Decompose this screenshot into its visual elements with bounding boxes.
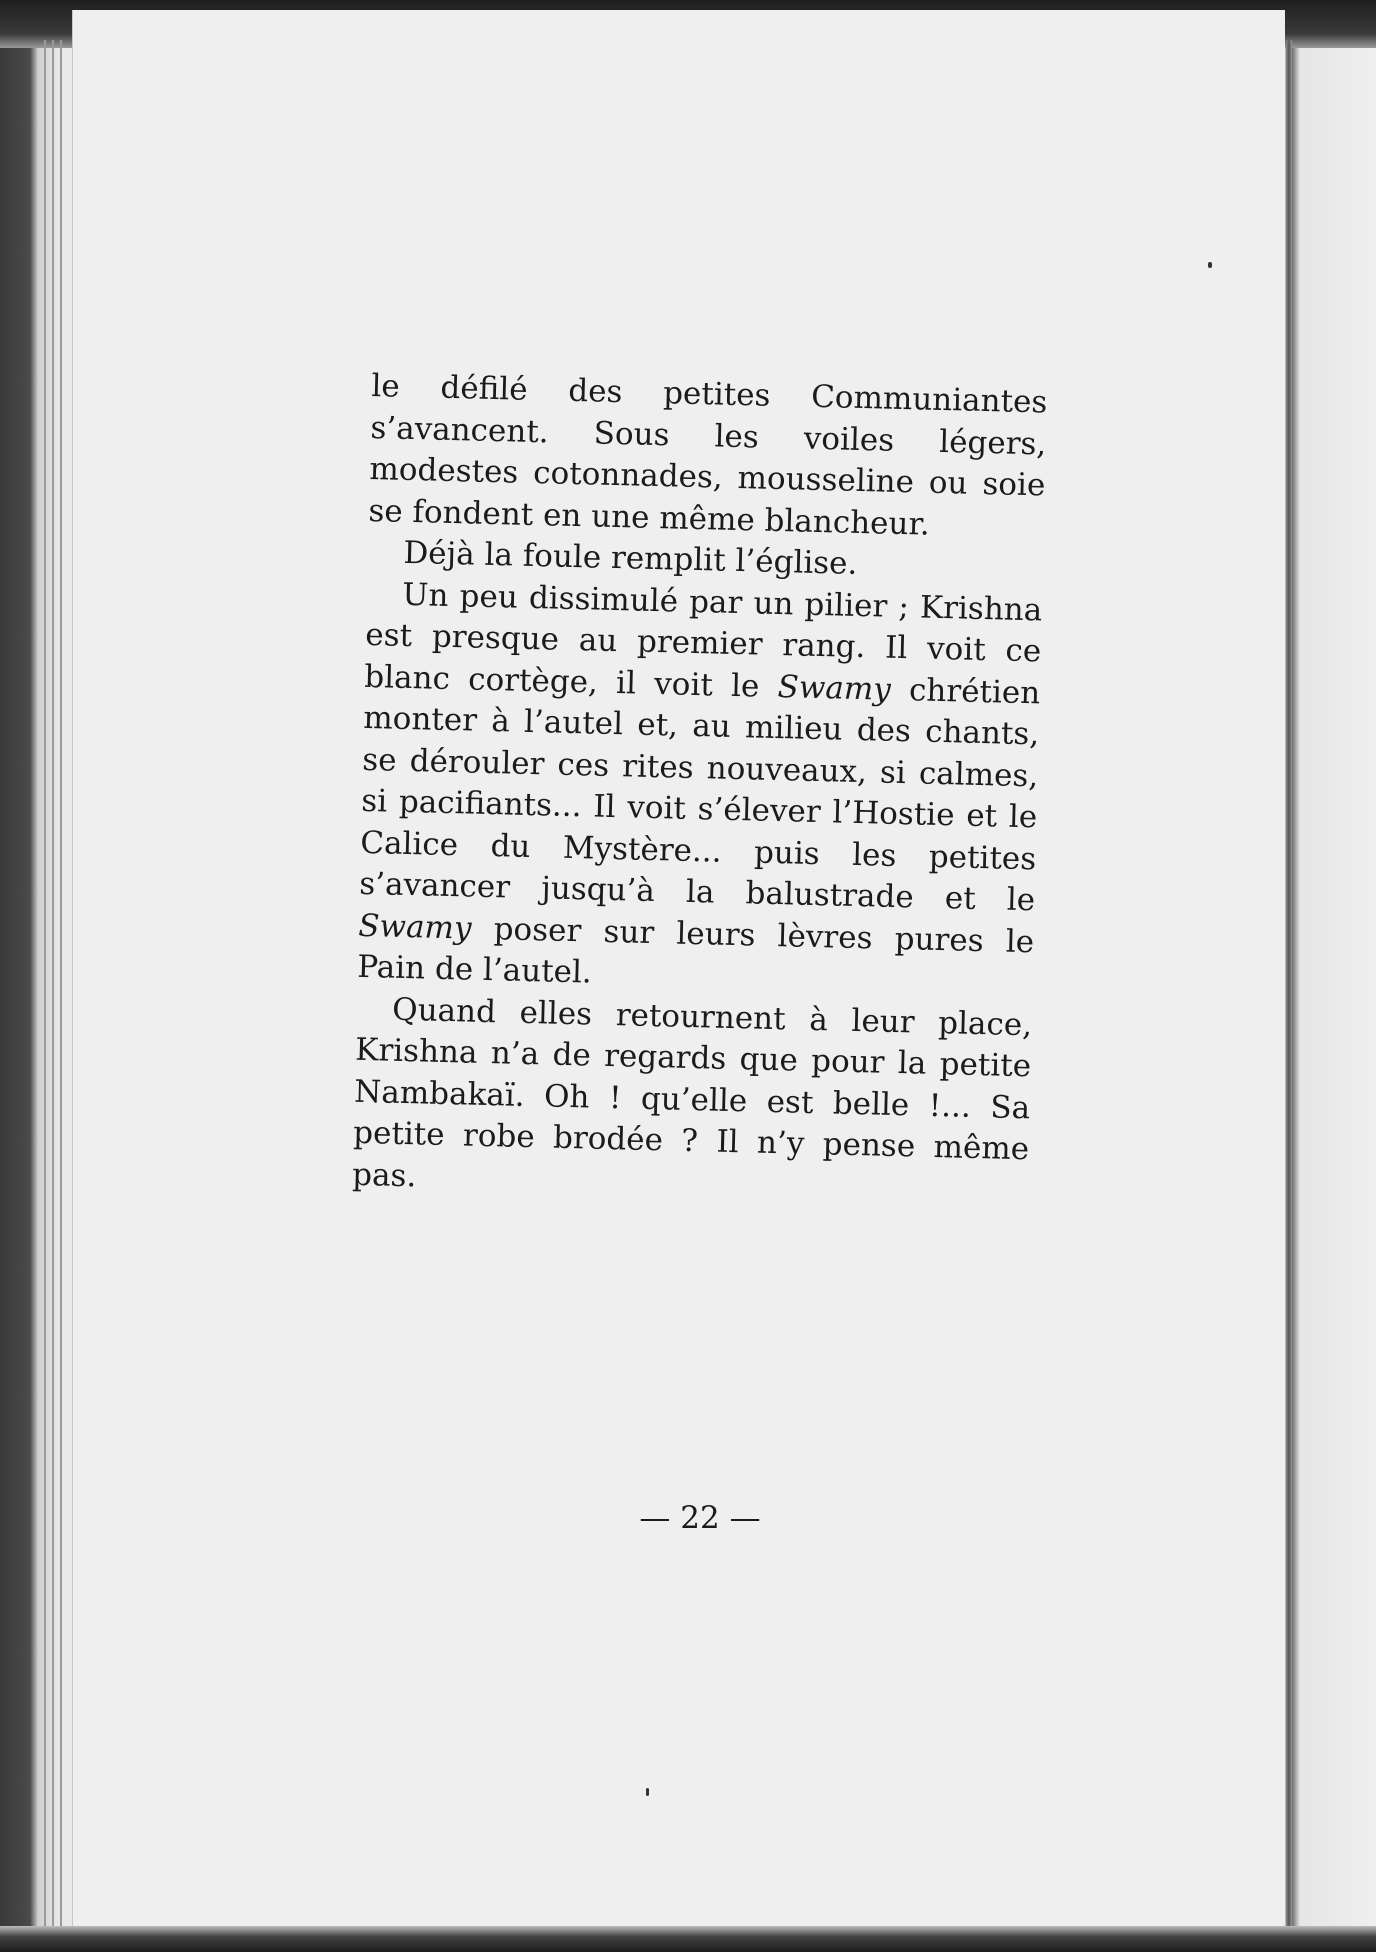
paragraph: Déjà la foule remplit l’église. — [403, 534, 858, 582]
body-text — [352, 366, 1048, 1212]
paragraph — [357, 573, 1043, 1004]
page-edge-line — [44, 40, 46, 1932]
italic-term: Swamy — [777, 668, 892, 708]
dust-speck — [646, 1788, 649, 1796]
text-run: poser sur leurs lèvres pures le Pain de l’autel. — [356, 910, 1035, 991]
page-number: — 22 — — [639, 1500, 761, 1536]
text-run: Un peu dissimulé par un pilier ; Krishna est presque au premier rang. Il voit ce blanc cortège, il voit le — [363, 576, 1043, 705]
book-gutter — [1286, 40, 1292, 1930]
page-edge-line — [52, 40, 54, 1932]
scan-bottom-border — [0, 1926, 1376, 1952]
italic-term: Swamy — [357, 907, 472, 947]
dust-speck — [1208, 262, 1212, 268]
paragraph: le défilé des petites Communiantes s’avancent. Sous les voiles légers, modestes cotonnades, mousseline ou soie se fondent en une même blancheur. — [368, 367, 1048, 543]
text-run: chrétien monter à l’autel et, au milieu des chants, se dérouler ces rites nouveaux, si calmes, si pacifiants... Il voit s’élever l’Hostie et le Calice du Mystère... puis les petites s’avancer jusqu’à la balustrade et le — [358, 671, 1041, 919]
paragraph: Quand elles retournent à leur place, Krishna n’a de regards que pour la petite Nambakaï. Oh ! qu’elle est belle !... Sa petite robe brodée ? Il n’y pense même pas. — [351, 991, 1033, 1194]
page-edge-line — [60, 40, 62, 1932]
